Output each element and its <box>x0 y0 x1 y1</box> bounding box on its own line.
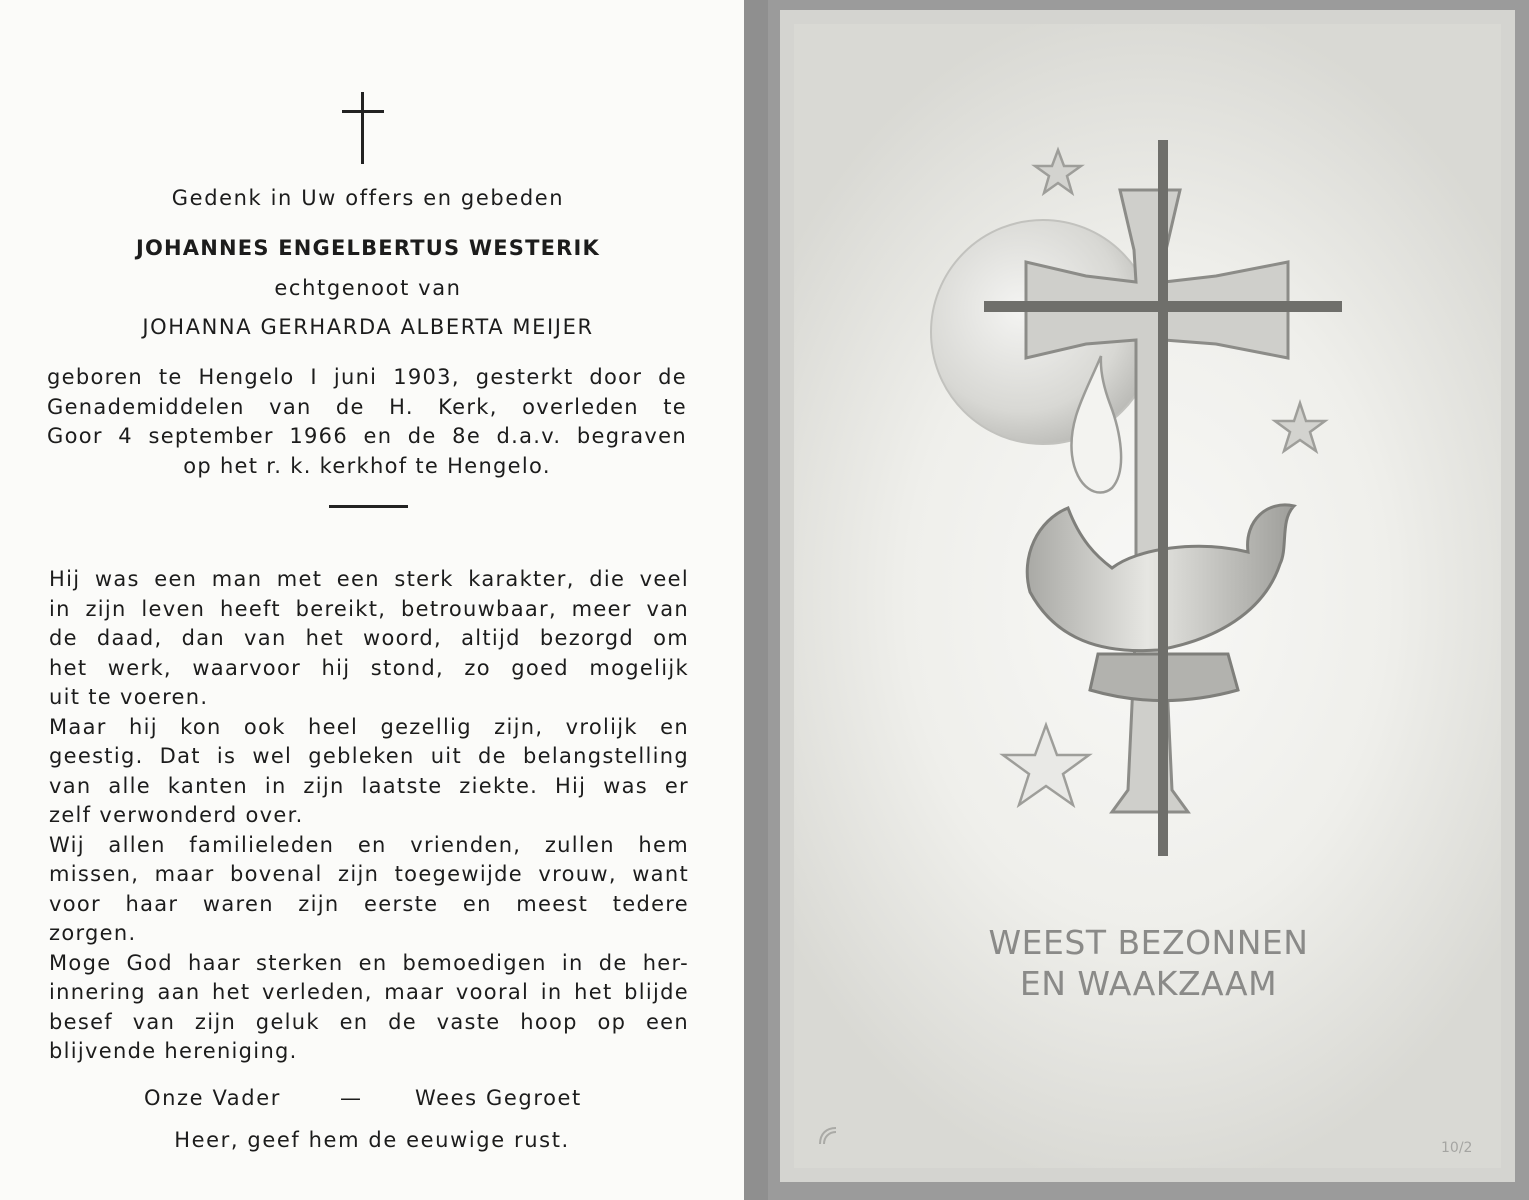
print-number: 10/2 <box>1441 1140 1473 1156</box>
star-icon <box>1003 725 1089 805</box>
biography-text <box>49 565 689 1067</box>
paragraph <box>49 831 689 949</box>
spouse-name: JOHANNA GERHARDA ALBERTA MEIJER <box>142 315 594 339</box>
cross-icon <box>342 92 384 164</box>
birth-line: op het r. k. kerkhof te Hengelo. <box>183 454 551 479</box>
right-page <box>768 0 1529 1200</box>
text-line: innering aan het verleden, maar vooral in het blijde <box>49 980 689 1004</box>
paragraph <box>49 565 689 713</box>
relation-text: echtgenoot van <box>274 276 462 300</box>
motto-line-1: WEEST BEZONNEN <box>988 923 1309 962</box>
star-icon <box>1035 150 1081 193</box>
text-line: het werk, waarvoor hij stond, zo goed mogelijk <box>49 655 689 680</box>
text-line: geestig. Dat is wel gebleken uit de belangstelling <box>49 744 689 768</box>
text-line: Maar hij kon ook heel gezellig zijn, vrolijk en <box>49 714 689 739</box>
remembrance-heading: Gedenk in Uw offers en gebeden <box>171 186 565 210</box>
left-page <box>0 0 744 1200</box>
paragraph <box>49 713 689 831</box>
paragraph <box>49 949 689 1067</box>
text-line: besef van zijn geluk en de vaste hoop op een <box>49 1009 689 1034</box>
motto-line-2: EN WAAKZAAM <box>1019 964 1278 1003</box>
birth-line: Goor 4 september 1966 en de 8e d.a.v. begraven <box>47 424 687 449</box>
text-line: van alle kanten in zijn laatste ziekte. Hij was er <box>49 773 689 798</box>
star-icon <box>1275 403 1325 451</box>
text-line: blijvende hereniging. <box>49 1039 298 1063</box>
text-line: missen, maar bovenal zijn toegewijde vrouw, want <box>49 862 689 886</box>
deceased-name: JOHANNES ENGELBERTUS WESTERIK <box>135 236 601 260</box>
main-cross-horizontal <box>984 301 1342 312</box>
text-line: zelf verwonderd over. <box>49 803 304 827</box>
text-line: uit te voeren. <box>49 685 209 709</box>
prayer-dash: — <box>340 1086 363 1110</box>
birth-line: geboren te Hengelo I juni 1903, gesterkt door de <box>47 365 687 389</box>
text-line: Wij allen familieleden en vrienden, zullen hem <box>49 832 689 857</box>
main-cross-vertical <box>1158 140 1168 856</box>
closing-prayer: Heer, geef hem de eeuwige rust. <box>174 1128 570 1152</box>
prayer-hail-mary: Wees Gegroet <box>415 1086 582 1110</box>
prayer-our-father: Onze Vader <box>144 1086 281 1110</box>
text-line: zorgen. <box>49 921 137 945</box>
divider <box>329 505 408 508</box>
birth-line: Genademiddelen van de H. Kerk, overleden te <box>47 394 687 419</box>
cross-lamp-emblem <box>768 0 1529 900</box>
text-line: voor haar waren zijn eerste en meest tedere <box>49 891 689 916</box>
publisher-mark-icon <box>816 1124 840 1148</box>
text-line: Hij was een man met een sterk karakter, die veel <box>49 567 689 591</box>
text-line: de daad, dan van het woord, altijd bezorgd om <box>49 626 689 650</box>
text-line: Moge God haar sterken en bemoedigen in de her- <box>49 950 689 975</box>
birth-death-text <box>47 363 687 482</box>
flared-cross <box>1026 190 1288 812</box>
text-line: in zijn leven heeft bereikt, betrouwbaar, meer van <box>49 596 689 621</box>
